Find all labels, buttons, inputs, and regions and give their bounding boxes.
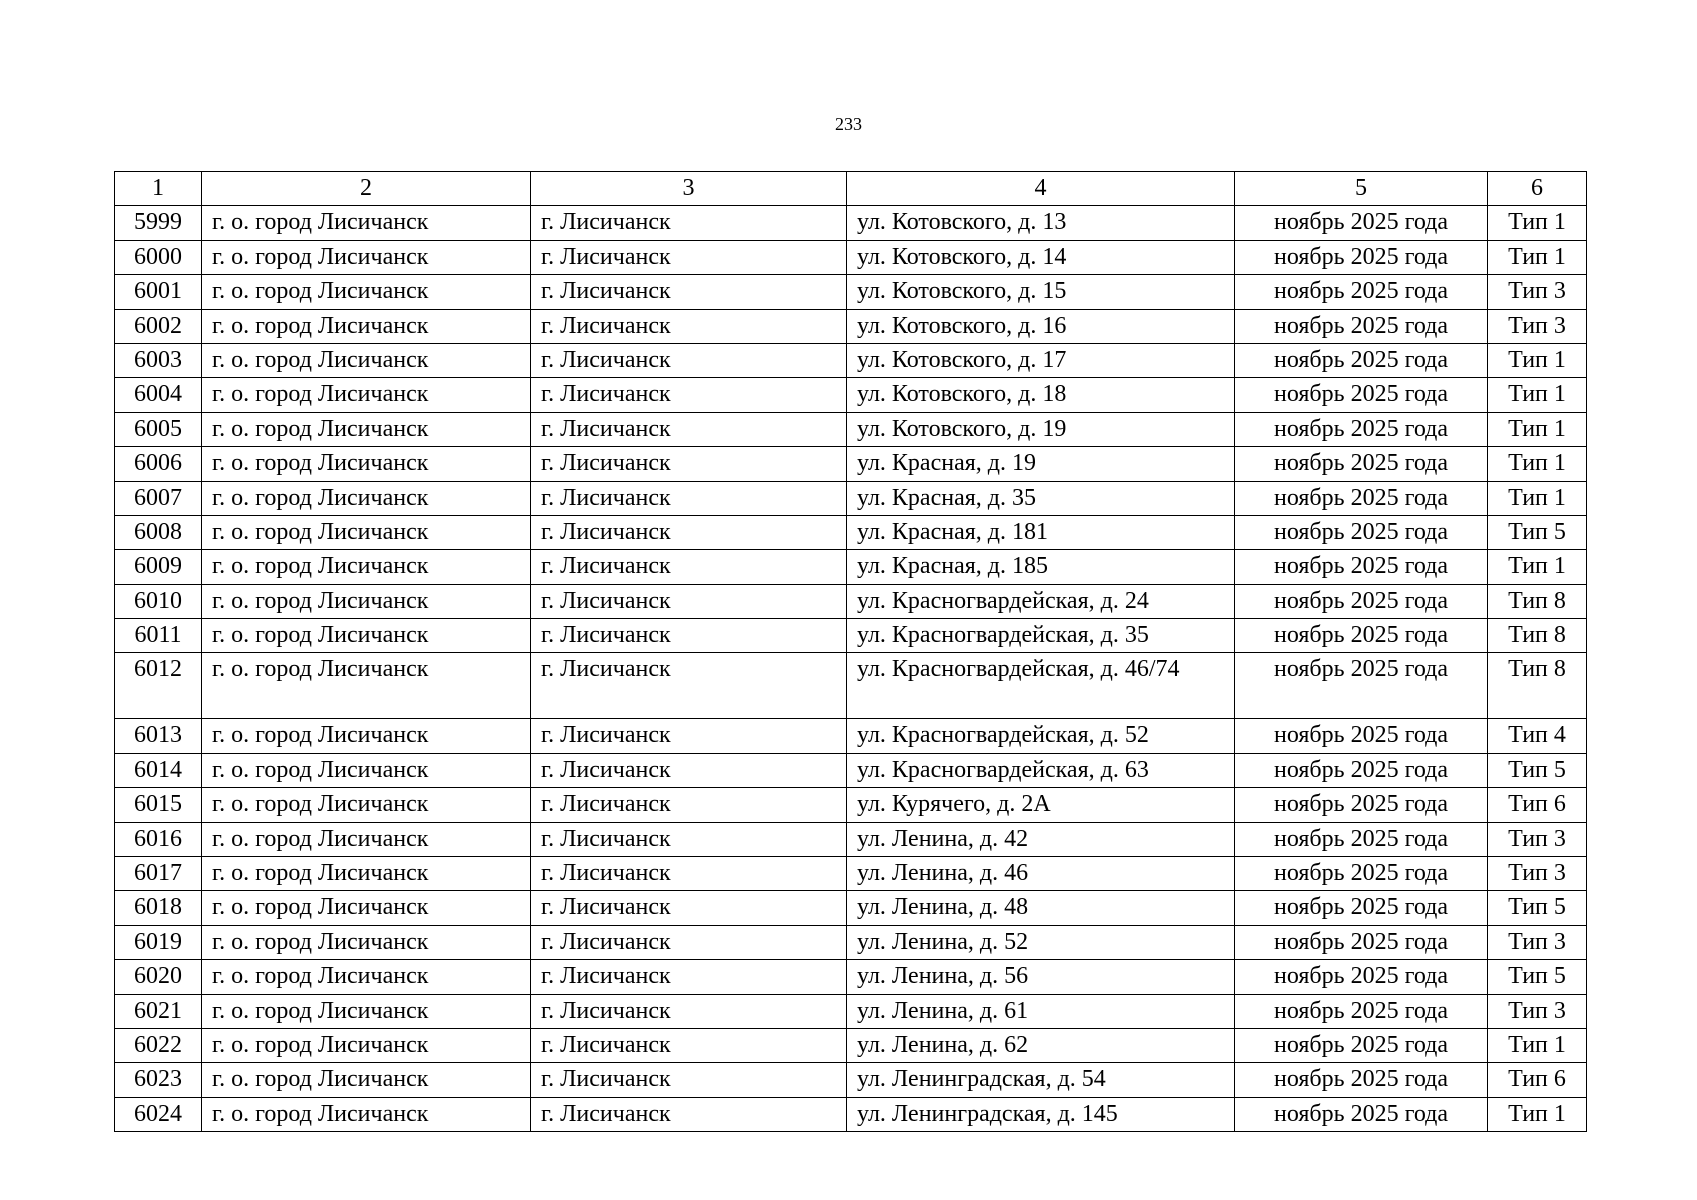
column-header-6: 6 (1488, 172, 1587, 206)
type-cell: Тип 5 (1488, 960, 1587, 994)
settlement-cell: г. Лисичанск (531, 653, 847, 719)
period-cell: ноябрь 2025 года (1235, 1063, 1488, 1097)
table-row (115, 925, 1587, 959)
period-cell: ноябрь 2025 года (1235, 925, 1488, 959)
type-cell: Тип 1 (1488, 550, 1587, 584)
period-cell: ноябрь 2025 года (1235, 1028, 1488, 1062)
municipality-cell: г. о. город Лисичанск (202, 788, 531, 822)
address-cell: ул. Котовского, д. 14 (847, 240, 1235, 274)
table-row (115, 343, 1587, 377)
municipality-cell: г. о. город Лисичанск (202, 753, 531, 787)
row-number: 6012 (115, 653, 202, 719)
type-cell: Тип 3 (1488, 822, 1587, 856)
municipality-cell: г. о. город Лисичанск (202, 891, 531, 925)
address-cell: ул. Ленина, д. 61 (847, 994, 1235, 1028)
row-number: 6024 (115, 1097, 202, 1131)
period-cell: ноябрь 2025 года (1235, 619, 1488, 653)
address-cell: ул. Ленина, д. 46 (847, 857, 1235, 891)
address-cell: ул. Котовского, д. 17 (847, 343, 1235, 377)
municipality-cell: г. о. город Лисичанск (202, 447, 531, 481)
settlement-cell: г. Лисичанск (531, 309, 847, 343)
type-cell: Тип 3 (1488, 857, 1587, 891)
period-cell: ноябрь 2025 года (1235, 1097, 1488, 1131)
period-cell: ноябрь 2025 года (1235, 584, 1488, 618)
address-cell: ул. Ленинградская, д. 145 (847, 1097, 1235, 1131)
period-cell: ноябрь 2025 года (1235, 275, 1488, 309)
period-cell: ноябрь 2025 года (1235, 994, 1488, 1028)
settlement-cell: г. Лисичанск (531, 206, 847, 240)
address-cell: ул. Котовского, д. 15 (847, 275, 1235, 309)
settlement-cell: г. Лисичанск (531, 994, 847, 1028)
row-number: 6021 (115, 994, 202, 1028)
municipality-cell: г. о. город Лисичанск (202, 584, 531, 618)
type-cell: Тип 6 (1488, 788, 1587, 822)
address-cell: ул. Красногвардейская, д. 52 (847, 719, 1235, 753)
table-row (115, 1097, 1587, 1131)
period-cell: ноябрь 2025 года (1235, 653, 1488, 719)
table-row (115, 515, 1587, 549)
type-cell: Тип 8 (1488, 584, 1587, 618)
type-cell: Тип 5 (1488, 753, 1587, 787)
row-number: 6007 (115, 481, 202, 515)
table-row (115, 960, 1587, 994)
row-number: 6018 (115, 891, 202, 925)
type-cell: Тип 1 (1488, 412, 1587, 446)
table-body (115, 172, 1587, 1132)
address-cell: ул. Красногвардейская, д. 63 (847, 753, 1235, 787)
address-cell: ул. Курячего, д. 2А (847, 788, 1235, 822)
settlement-cell: г. Лисичанск (531, 412, 847, 446)
address-cell: ул. Ленина, д. 52 (847, 925, 1235, 959)
table-row (115, 822, 1587, 856)
row-number: 6009 (115, 550, 202, 584)
period-cell: ноябрь 2025 года (1235, 240, 1488, 274)
settlement-cell: г. Лисичанск (531, 481, 847, 515)
row-number: 5999 (115, 206, 202, 240)
type-cell: Тип 8 (1488, 653, 1587, 719)
settlement-cell: г. Лисичанск (531, 240, 847, 274)
column-header-3: 3 (531, 172, 847, 206)
row-number: 6013 (115, 719, 202, 753)
municipality-cell: г. о. город Лисичанск (202, 1097, 531, 1131)
address-cell: ул. Котовского, д. 19 (847, 412, 1235, 446)
municipality-cell: г. о. город Лисичанск (202, 515, 531, 549)
period-cell: ноябрь 2025 года (1235, 550, 1488, 584)
address-cell: ул. Красная, д. 181 (847, 515, 1235, 549)
table-row (115, 619, 1587, 653)
row-number: 6015 (115, 788, 202, 822)
table-row (115, 584, 1587, 618)
period-cell: ноябрь 2025 года (1235, 447, 1488, 481)
column-header-5: 5 (1235, 172, 1488, 206)
municipality-cell: г. о. город Лисичанск (202, 275, 531, 309)
address-cell: ул. Котовского, д. 18 (847, 378, 1235, 412)
period-cell: ноябрь 2025 года (1235, 960, 1488, 994)
table-row (115, 481, 1587, 515)
address-cell: ул. Красная, д. 35 (847, 481, 1235, 515)
type-cell: Тип 6 (1488, 1063, 1587, 1097)
municipality-cell: г. о. город Лисичанск (202, 925, 531, 959)
settlement-cell: г. Лисичанск (531, 857, 847, 891)
address-cell: ул. Ленинградская, д. 54 (847, 1063, 1235, 1097)
table-row (115, 753, 1587, 787)
row-number: 6016 (115, 822, 202, 856)
address-cell: ул. Котовского, д. 13 (847, 206, 1235, 240)
type-cell: Тип 1 (1488, 240, 1587, 274)
period-cell: ноябрь 2025 года (1235, 788, 1488, 822)
table-row (115, 550, 1587, 584)
table-row (115, 1028, 1587, 1062)
settlement-cell: г. Лисичанск (531, 584, 847, 618)
settlement-cell: г. Лисичанск (531, 1028, 847, 1062)
settlement-cell: г. Лисичанск (531, 378, 847, 412)
address-cell: ул. Красная, д. 185 (847, 550, 1235, 584)
address-cell: ул. Ленина, д. 42 (847, 822, 1235, 856)
table-row (115, 275, 1587, 309)
municipality-cell: г. о. город Лисичанск (202, 857, 531, 891)
period-cell: ноябрь 2025 года (1235, 309, 1488, 343)
type-cell: Тип 1 (1488, 447, 1587, 481)
settlement-cell: г. Лисичанск (531, 788, 847, 822)
address-cell: ул. Красная, д. 19 (847, 447, 1235, 481)
address-cell: ул. Ленина, д. 56 (847, 960, 1235, 994)
row-number: 6005 (115, 412, 202, 446)
municipality-cell: г. о. город Лисичанск (202, 412, 531, 446)
column-header-2: 2 (202, 172, 531, 206)
settlement-cell: г. Лисичанск (531, 550, 847, 584)
settlement-cell: г. Лисичанск (531, 960, 847, 994)
type-cell: Тип 3 (1488, 309, 1587, 343)
row-number: 6004 (115, 378, 202, 412)
municipality-cell: г. о. город Лисичанск (202, 481, 531, 515)
municipality-cell: г. о. город Лисичанск (202, 653, 531, 719)
table-row (115, 891, 1587, 925)
row-number: 6000 (115, 240, 202, 274)
municipality-cell: г. о. город Лисичанск (202, 960, 531, 994)
settlement-cell: г. Лисичанск (531, 753, 847, 787)
period-cell: ноябрь 2025 года (1235, 378, 1488, 412)
type-cell: Тип 4 (1488, 719, 1587, 753)
table-row (115, 447, 1587, 481)
table-row (115, 788, 1587, 822)
municipality-cell: г. о. город Лисичанск (202, 550, 531, 584)
type-cell: Тип 5 (1488, 891, 1587, 925)
period-cell: ноябрь 2025 года (1235, 753, 1488, 787)
municipality-cell: г. о. город Лисичанск (202, 822, 531, 856)
settlement-cell: г. Лисичанск (531, 925, 847, 959)
period-cell: ноябрь 2025 года (1235, 822, 1488, 856)
row-number: 6019 (115, 925, 202, 959)
type-cell: Тип 3 (1488, 275, 1587, 309)
row-number: 6022 (115, 1028, 202, 1062)
type-cell: Тип 5 (1488, 515, 1587, 549)
municipality-cell: г. о. город Лисичанск (202, 994, 531, 1028)
period-cell: ноябрь 2025 года (1235, 343, 1488, 377)
row-number: 6006 (115, 447, 202, 481)
period-cell: ноябрь 2025 года (1235, 857, 1488, 891)
municipality-cell: г. о. город Лисичанск (202, 343, 531, 377)
type-cell: Тип 1 (1488, 206, 1587, 240)
municipality-cell: г. о. город Лисичанск (202, 240, 531, 274)
type-cell: Тип 1 (1488, 1097, 1587, 1131)
row-number: 6017 (115, 857, 202, 891)
period-cell: ноябрь 2025 года (1235, 719, 1488, 753)
address-cell: ул. Красногвардейская, д. 46/74 (847, 653, 1235, 719)
municipality-cell: г. о. город Лисичанск (202, 378, 531, 412)
row-number: 6002 (115, 309, 202, 343)
period-cell: ноябрь 2025 года (1235, 515, 1488, 549)
table-row (115, 240, 1587, 274)
period-cell: ноябрь 2025 года (1235, 206, 1488, 240)
type-cell: Тип 1 (1488, 481, 1587, 515)
table-row (115, 309, 1587, 343)
table-row (115, 719, 1587, 753)
settlement-cell: г. Лисичанск (531, 891, 847, 925)
address-cell: ул. Ленина, д. 48 (847, 891, 1235, 925)
row-number: 6014 (115, 753, 202, 787)
type-cell: Тип 1 (1488, 343, 1587, 377)
period-cell: ноябрь 2025 года (1235, 481, 1488, 515)
type-cell: Тип 3 (1488, 925, 1587, 959)
type-cell: Тип 3 (1488, 994, 1587, 1028)
column-header-1: 1 (115, 172, 202, 206)
row-number: 6011 (115, 619, 202, 653)
table-row (115, 412, 1587, 446)
settlement-cell: г. Лисичанск (531, 275, 847, 309)
table-row (115, 857, 1587, 891)
table-row (115, 206, 1587, 240)
type-cell: Тип 1 (1488, 378, 1587, 412)
row-number: 6008 (115, 515, 202, 549)
settlement-cell: г. Лисичанск (531, 619, 847, 653)
settlement-cell: г. Лисичанск (531, 343, 847, 377)
address-cell: ул. Красногвардейская, д. 24 (847, 584, 1235, 618)
row-number: 6020 (115, 960, 202, 994)
address-cell: ул. Красногвардейская, д. 35 (847, 619, 1235, 653)
address-cell: ул. Котовского, д. 16 (847, 309, 1235, 343)
municipality-cell: г. о. город Лисичанск (202, 1028, 531, 1062)
municipality-cell: г. о. город Лисичанск (202, 619, 531, 653)
row-number: 6010 (115, 584, 202, 618)
settlement-cell: г. Лисичанск (531, 719, 847, 753)
municipality-cell: г. о. город Лисичанск (202, 206, 531, 240)
table-row (115, 994, 1587, 1028)
page-number: 233 (835, 114, 862, 134)
settlement-cell: г. Лисичанск (531, 447, 847, 481)
table-row (115, 378, 1587, 412)
municipality-cell: г. о. город Лисичанск (202, 1063, 531, 1097)
municipality-cell: г. о. город Лисичанск (202, 309, 531, 343)
table-header-row (115, 172, 1587, 206)
registry-table (114, 171, 1587, 1132)
type-cell: Тип 8 (1488, 619, 1587, 653)
column-header-4: 4 (847, 172, 1235, 206)
address-cell: ул. Ленина, д. 62 (847, 1028, 1235, 1062)
table-row (115, 653, 1587, 719)
settlement-cell: г. Лисичанск (531, 1063, 847, 1097)
municipality-cell: г. о. город Лисичанск (202, 719, 531, 753)
type-cell: Тип 1 (1488, 1028, 1587, 1062)
row-number: 6001 (115, 275, 202, 309)
row-number: 6003 (115, 343, 202, 377)
row-number: 6023 (115, 1063, 202, 1097)
settlement-cell: г. Лисичанск (531, 822, 847, 856)
settlement-cell: г. Лисичанск (531, 1097, 847, 1131)
settlement-cell: г. Лисичанск (531, 515, 847, 549)
period-cell: ноябрь 2025 года (1235, 891, 1488, 925)
table-row (115, 1063, 1587, 1097)
period-cell: ноябрь 2025 года (1235, 412, 1488, 446)
